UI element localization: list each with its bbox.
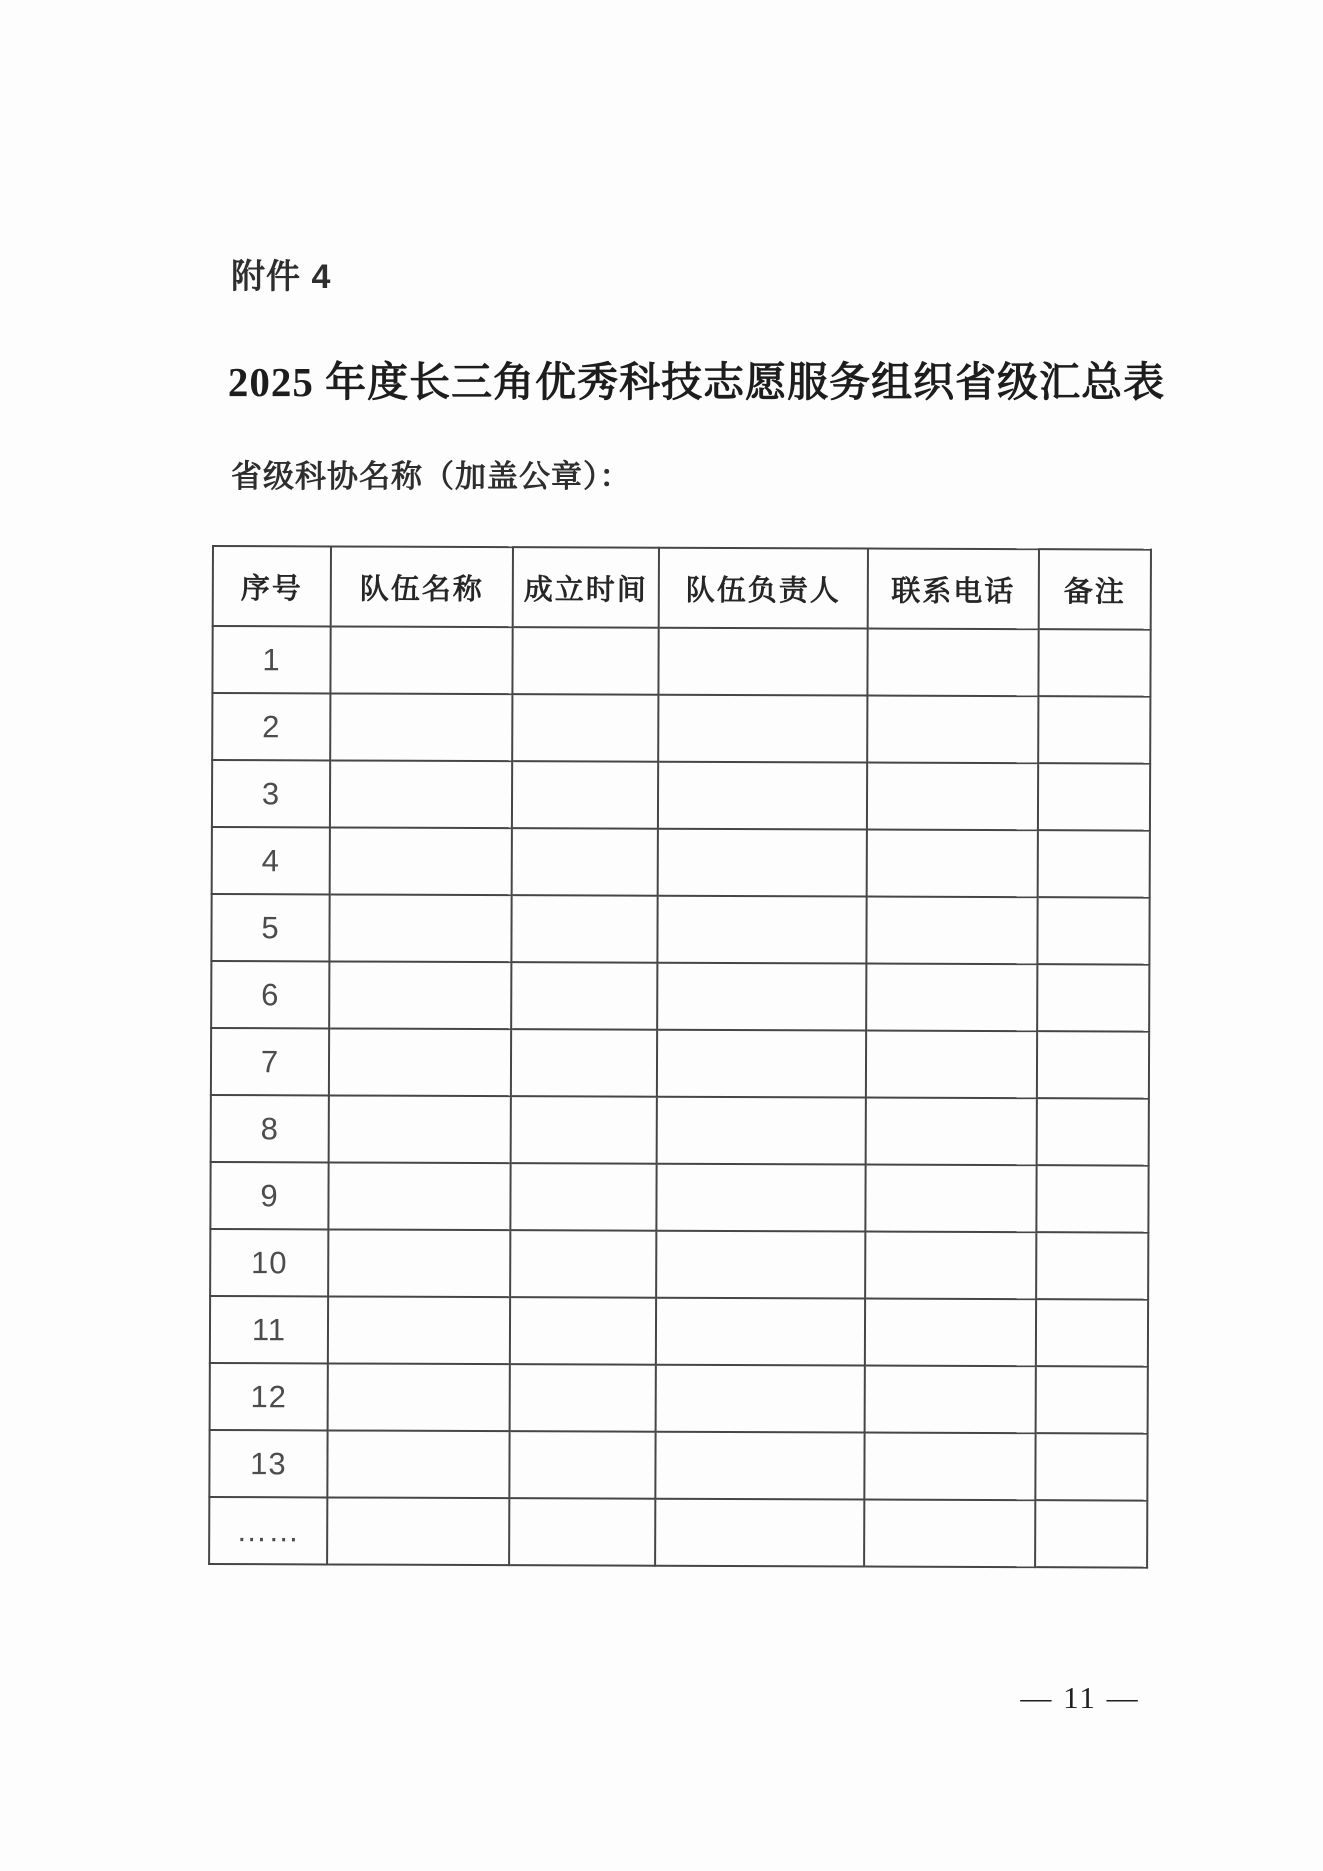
empty-cell-team_name — [330, 626, 512, 694]
empty-cell-contact_phone — [866, 1031, 1037, 1099]
empty-cell-founding_date — [510, 1163, 656, 1231]
empty-cell-contact_phone — [867, 763, 1038, 831]
empty-cell-remarks — [1037, 964, 1149, 1031]
empty-cell-team_name — [328, 1363, 510, 1431]
table-row — [212, 760, 1150, 831]
row-seq-cell: 6 — [211, 961, 329, 1028]
document-title: 2025 年度长三角优秀科技志愿服务组织省级汇总表 — [227, 359, 1166, 405]
row-seq-cell: 13 — [209, 1430, 327, 1497]
table-row — [210, 1229, 1148, 1300]
page-number: — 11 — — [1020, 1680, 1140, 1715]
empty-cell-team_name — [329, 894, 511, 962]
row-seq-cell: 3 — [212, 760, 330, 827]
empty-cell-remarks — [1036, 1299, 1148, 1366]
empty-cell-team_leader — [656, 1298, 865, 1366]
empty-cell-team_leader — [657, 1097, 866, 1165]
empty-cell-team_leader — [657, 963, 866, 1031]
empty-cell-contact_phone — [866, 964, 1037, 1032]
table-row — [212, 626, 1150, 697]
empty-cell-remarks — [1038, 696, 1150, 763]
column-header-contact_phone: 联系电话 — [868, 549, 1039, 630]
column-header-team_leader: 队伍负责人 — [659, 548, 868, 629]
summary-table-wrap — [208, 545, 1152, 1569]
row-seq-cell: 1 — [212, 626, 330, 693]
empty-cell-founding_date — [512, 828, 658, 896]
table-row — [212, 827, 1150, 898]
empty-cell-contact_phone — [865, 1299, 1036, 1367]
table-row — [210, 1162, 1148, 1233]
empty-cell-remarks — [1036, 1232, 1148, 1299]
empty-cell-remarks — [1035, 1500, 1147, 1567]
empty-cell-founding_date — [510, 1297, 656, 1365]
summary-table — [208, 545, 1152, 1569]
empty-cell-founding_date — [511, 1096, 657, 1164]
empty-cell-founding_date — [509, 1431, 655, 1499]
empty-cell-remarks — [1038, 763, 1150, 830]
empty-cell-founding_date — [511, 962, 657, 1030]
org-name-label: 省级科协名称（加盖公章）： — [231, 459, 632, 494]
empty-cell-contact_phone — [864, 1500, 1035, 1568]
empty-cell-founding_date — [510, 1230, 656, 1298]
table-header-row — [213, 546, 1151, 630]
attachment-label: 附件 4 — [231, 258, 332, 296]
table-row — [211, 1095, 1149, 1166]
row-seq-cell: 7 — [211, 1028, 329, 1095]
empty-cell-remarks — [1037, 897, 1149, 964]
empty-cell-contact_phone — [864, 1433, 1035, 1501]
table-row — [210, 1296, 1148, 1367]
empty-cell-team_name — [329, 961, 511, 1029]
column-header-remarks: 备注 — [1039, 549, 1151, 629]
empty-cell-remarks — [1036, 1366, 1148, 1433]
empty-cell-contact_phone — [866, 1098, 1037, 1166]
empty-cell-team_name — [330, 760, 512, 828]
empty-cell-team_leader — [656, 1365, 865, 1433]
table-row — [212, 693, 1150, 764]
empty-cell-founding_date — [510, 1364, 656, 1432]
empty-cell-founding_date — [512, 627, 658, 695]
empty-cell-remarks — [1037, 1098, 1149, 1165]
row-seq-cell: 11 — [210, 1296, 328, 1363]
row-seq-cell: …… — [209, 1497, 327, 1564]
empty-cell-contact_phone — [865, 1366, 1036, 1434]
empty-cell-contact_phone — [867, 629, 1038, 697]
empty-cell-team_leader — [658, 762, 867, 830]
column-header-founding_date: 成立时间 — [513, 547, 659, 628]
empty-cell-team_leader — [656, 1164, 865, 1232]
row-seq-cell: 10 — [210, 1229, 328, 1296]
row-seq-cell: 12 — [210, 1363, 328, 1430]
empty-cell-team_name — [328, 1229, 510, 1297]
empty-cell-contact_phone — [865, 1232, 1036, 1300]
empty-cell-team_leader — [655, 1432, 864, 1500]
table-row — [209, 1497, 1147, 1568]
empty-cell-team_leader — [658, 628, 867, 696]
column-header-seq: 序号 — [213, 546, 331, 626]
empty-cell-founding_date — [512, 761, 658, 829]
empty-cell-team_name — [330, 693, 512, 761]
empty-cell-founding_date — [511, 895, 657, 963]
empty-cell-remarks — [1037, 1031, 1149, 1098]
empty-cell-team_leader — [656, 1231, 865, 1299]
empty-cell-contact_phone — [867, 830, 1038, 898]
empty-cell-team_name — [327, 1497, 509, 1565]
row-seq-cell: 8 — [211, 1095, 329, 1162]
empty-cell-team_name — [328, 1296, 510, 1364]
empty-cell-contact_phone — [867, 696, 1038, 764]
empty-cell-team_leader — [657, 1030, 866, 1098]
empty-cell-team_name — [328, 1162, 510, 1230]
row-seq-cell: 4 — [212, 827, 330, 894]
empty-cell-team_name — [329, 1028, 511, 1096]
empty-cell-team_name — [330, 827, 512, 895]
table-row — [210, 1363, 1148, 1434]
empty-cell-remarks — [1038, 629, 1150, 696]
empty-cell-team_name — [327, 1430, 509, 1498]
table-row — [211, 894, 1149, 965]
row-seq-cell: 5 — [211, 894, 329, 961]
empty-cell-remarks — [1035, 1433, 1147, 1500]
table-row — [209, 1430, 1147, 1501]
empty-cell-contact_phone — [865, 1165, 1036, 1233]
empty-cell-remarks — [1036, 1165, 1148, 1232]
empty-cell-team_leader — [658, 829, 867, 897]
row-seq-cell: 2 — [212, 693, 330, 760]
empty-cell-contact_phone — [866, 897, 1037, 965]
table-row — [211, 961, 1149, 1032]
column-header-team_name: 队伍名称 — [331, 546, 513, 627]
row-seq-cell: 9 — [210, 1162, 328, 1229]
empty-cell-founding_date — [509, 1498, 655, 1566]
empty-cell-founding_date — [511, 1029, 657, 1097]
empty-cell-team_leader — [655, 1499, 864, 1567]
table-row — [211, 1028, 1149, 1099]
empty-cell-team_name — [329, 1095, 511, 1163]
empty-cell-remarks — [1038, 830, 1150, 897]
empty-cell-founding_date — [512, 694, 658, 762]
empty-cell-team_leader — [658, 695, 867, 763]
empty-cell-team_leader — [657, 896, 866, 964]
